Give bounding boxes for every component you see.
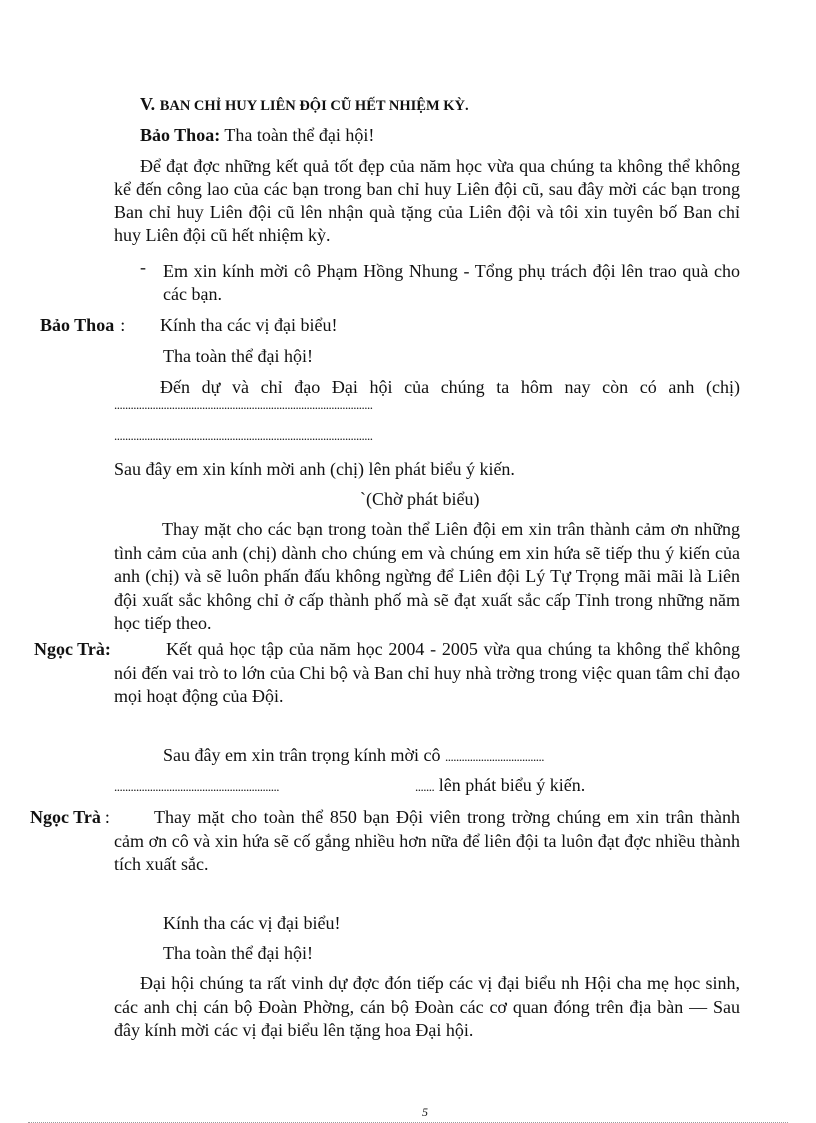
- bullet-text: Em xin kính mời cô Phạm Hồng Nhung - Tổng phụ trách đội lên trao quà cho các bạn.: [163, 261, 740, 305]
- speaker-colon: :: [120, 315, 126, 335]
- greeting-congress: Tha toàn thể đại hội!: [163, 346, 313, 366]
- invite-line: Sau đây em xin kính mời anh (chị) lên phát biểu ý kiến.: [114, 459, 515, 479]
- paragraph-thanks: Thay mặt cho các bạn trong toàn thể Liên đội em xin trân thành cảm ơn những tình cảm của anh (chị) dành cho chúng em và chúng em xin hứa sẽ tiếp thu ý kiến của anh (chị) và sẽ luôn phấn đấu không ngừng để Liên đội Lý Tự Trọng mãi mãi là Liên đội xuất sắc không chỉ ở cấp thành phố mà sẽ đạt xuất sắc cấp Tỉnh trong những năm học tiếp theo.: [114, 519, 740, 633]
- section-numeral: V.: [140, 94, 156, 114]
- stage-note: `(Chờ phát biểu): [360, 489, 480, 509]
- invite-teacher-line: [163, 744, 544, 767]
- speaker-name: Ngọc Trà:: [34, 639, 111, 659]
- speaker-label: Bảo Thoa: [40, 315, 115, 335]
- fill-in-dots: .......: [415, 779, 435, 794]
- invite-end-text: lên phát biểu ý kiến.: [438, 775, 586, 795]
- paragraph-farewell: Để đạt đợc những kết quả tốt đẹp của năm học vừa qua chúng ta không thể không kể đến công lao của các bạn trong ban chỉ huy Liên đội cũ, sau đây mời các bạn trong Ban chỉ huy Liên đội cũ lên nhận quà tặng của Liên đội và tôi xin tuyên bố Ban chỉ huy Liên đội cũ hết nhiệm kỳ.: [114, 156, 740, 246]
- greeting-congress: Tha toàn thể đại hội!: [163, 943, 313, 963]
- page-number: 5: [422, 1105, 428, 1119]
- speaker-name: [30, 806, 110, 829]
- greeting-text: Tha toàn thể đại hội!: [224, 125, 375, 145]
- fill-in-dots: ....................................: [444, 749, 544, 764]
- paragraph-guests: Đại hội chúng ta rất vinh dự đợc đón tiếp các vị đại biểu nh Hội cha mẹ học sinh, các anh chị cán bộ Đoàn Phờng, cán bộ Đoàn các cơ quan đóng trên địa bàn — Sau đây kính mời các vị đại biểu lên tặng hoa Đại hội.: [114, 973, 740, 1040]
- fill-in-dots-1: ..............................................................................................: [114, 397, 373, 412]
- fill-in-dots: ............................................................: [114, 779, 279, 794]
- section-heading: [140, 93, 469, 116]
- paragraph-pledge: Thay mặt cho toàn thể 850 bạn Đội viên trong trờng chúng em xin trân thành cảm ơn cô và xin hứa sẽ cố gắng nhiều hơn nữa để liên đội ta luôn đạt đợc nhiều thành tích xuất sắc.: [114, 807, 740, 874]
- speaker-name: Bảo Thoa:: [140, 125, 221, 145]
- speaker-line-1: [140, 124, 374, 147]
- greeting-guests: Kính tha các vị đại biểu!: [160, 315, 338, 335]
- greeting-guests: Kính tha các vị đại biểu!: [163, 913, 341, 933]
- speaker-label: Ngọc Trà: [30, 807, 101, 827]
- speaker-name: [40, 314, 125, 337]
- invite-end: [415, 774, 585, 797]
- invite-continuation: [114, 774, 279, 797]
- speaker-colon: :: [104, 807, 110, 827]
- fill-in-dots-2: ..............................................................................................: [114, 428, 373, 443]
- paragraph-results: Kết quả học tập của năm học 2004 - 2005 vừa qua chúng ta không thể không nói đến vai trò to lớn của Chi bộ và Ban chỉ huy nhà trờng trong việc quan tâm chỉ đạo mọi hoạt động của Đội.: [114, 639, 740, 706]
- section-title: BAN CHỈ HUY LIÊN ĐỘI CŨ HẾT NHIỆM KỲ.: [159, 98, 469, 114]
- invite-text: Sau đây em xin trân trọng kính mời cô: [163, 745, 441, 765]
- bullet-mark: -: [140, 257, 146, 277]
- attendance-line: Đến dự và chỉ đạo Đại hội của chúng ta hôm nay còn có anh (chị): [160, 377, 740, 397]
